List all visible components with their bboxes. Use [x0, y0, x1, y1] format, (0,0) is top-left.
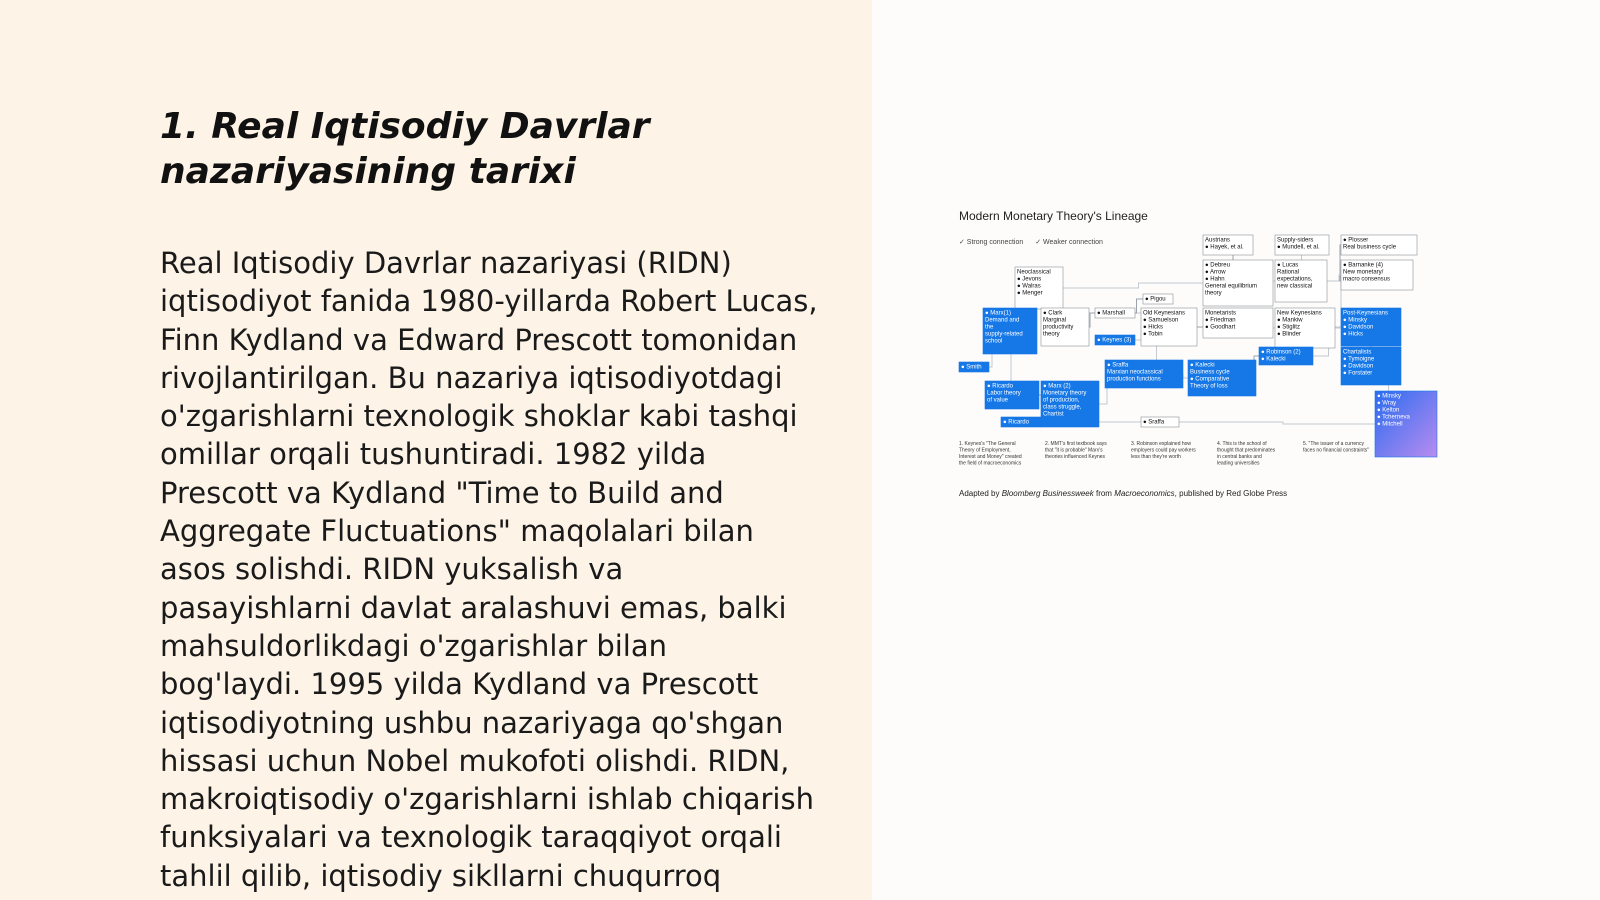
lineage-node	[1141, 417, 1179, 427]
node-label: ● Pigou	[1145, 296, 1166, 303]
lineage-node	[1203, 260, 1273, 306]
node-label: ● Kelton	[1377, 407, 1400, 414]
node-label: ● Arrow	[1205, 269, 1226, 276]
node-label: Old Keynesians	[1143, 310, 1186, 317]
node-label: Demand and	[985, 317, 1020, 324]
node-label: New Keynesians	[1277, 310, 1322, 317]
node-label: Marginal	[1043, 317, 1067, 324]
node-label: Chartalists	[1343, 349, 1372, 356]
footnote-text: in central banks and	[1217, 454, 1262, 460]
node-label: of value	[987, 397, 1009, 404]
node-label: ● Barnanke (4)	[1343, 262, 1383, 269]
footnote-text: the field of macroeconomics	[959, 460, 1022, 467]
node-label: Chartist	[1043, 411, 1064, 418]
node-label: Real business cycle	[1343, 244, 1397, 251]
lineage-diagram	[955, 205, 1455, 505]
node-label: ● Debreu	[1205, 262, 1230, 269]
lineage-node	[1015, 267, 1063, 309]
lineage-node	[1105, 360, 1183, 388]
credit-source: Bloomberg Businessweek	[1001, 489, 1094, 498]
node-label: ● Hahn	[1205, 276, 1225, 283]
node-label: ● Marshall	[1097, 310, 1125, 317]
slide-title: 1. Real Iqtisodiy Davrlar nazariyasining tarixi	[160, 106, 650, 192]
node-label: ● Menger	[1017, 290, 1043, 297]
lineage-node	[985, 381, 1039, 409]
node-label: Monetary theory	[1043, 390, 1087, 397]
node-label: ● Minsky	[1343, 317, 1367, 324]
lineage-node	[1041, 308, 1089, 346]
footnote-text: Theory of Employment,	[959, 447, 1011, 454]
node-label: Supply-siders	[1277, 237, 1314, 244]
node-label: Labor theory	[987, 390, 1021, 397]
node-label: ● Friedman	[1205, 317, 1236, 324]
node-label: ● Lucas	[1277, 262, 1299, 269]
lineage-node	[1141, 308, 1197, 346]
lineage-node	[1341, 260, 1413, 290]
node-label: ● Hicks	[1143, 324, 1163, 331]
node-label: ● Ricardo	[987, 383, 1013, 390]
node-label: class struggle,	[1043, 404, 1082, 411]
footnote-text: 4. This is the school of	[1217, 441, 1267, 447]
lineage-node	[959, 362, 989, 372]
node-label: ● Comparative	[1190, 376, 1230, 383]
figure-legend	[959, 238, 1103, 246]
node-label: Marxian neoclassical	[1107, 369, 1163, 376]
node-label: ● Wray	[1377, 400, 1397, 407]
node-label: ● Davidson	[1343, 324, 1374, 331]
footnote-text: thought that predominates	[1217, 447, 1276, 454]
node-label: ● Sraffa	[1107, 362, 1129, 369]
lineage-node	[1001, 417, 1041, 427]
legend-weak: ✓ Weaker connection	[1035, 239, 1103, 246]
credit-suffix: , published by Red Globe Press	[1174, 489, 1288, 498]
node-label: ● Clark	[1043, 310, 1063, 317]
node-label: ● Sraffa	[1143, 419, 1165, 426]
credit-book: Macroeconomics	[1114, 489, 1175, 498]
node-label: school	[985, 338, 1003, 345]
node-label: ● Blinder	[1277, 331, 1301, 338]
lineage-node	[1275, 308, 1335, 348]
node-label: ● Mitchell	[1377, 421, 1403, 428]
figure-title: Modern Monetary Theory's Lineage	[959, 209, 1148, 223]
node-label: ● Mankiw	[1277, 317, 1303, 324]
node-label: ● Samuelson	[1143, 317, 1179, 324]
node-label: ● Plosser	[1343, 237, 1369, 244]
footnote-text: faces no financial constraints"	[1303, 447, 1369, 454]
lineage-figure	[955, 205, 1455, 505]
footnote-text: employers could pay workers	[1131, 447, 1196, 454]
footnote-text: less than they're worth	[1131, 454, 1181, 460]
node-label: ● Tymoigne	[1343, 356, 1375, 363]
node-label: production functions	[1107, 376, 1161, 383]
node-label: ● Smith	[961, 364, 982, 371]
node-label: ● Kalecki	[1190, 362, 1215, 369]
node-label: ● Jevons	[1017, 276, 1042, 283]
footnote-text: Interest and Money" created	[959, 454, 1022, 460]
node-label: Neoclassical	[1017, 269, 1051, 276]
figure-credit	[959, 489, 1287, 498]
node-label: Austrians	[1205, 237, 1231, 244]
node-label: ● Goodhart	[1205, 324, 1236, 331]
lineage-node	[1375, 391, 1437, 457]
node-label: ● Hicks	[1343, 331, 1363, 338]
node-label: ● Keynes (3)	[1097, 337, 1132, 344]
footnote-text: that "it is probable" Marx's	[1045, 447, 1103, 454]
lineage-node	[1188, 360, 1256, 396]
lineage-node	[1041, 381, 1099, 427]
lineage-node	[1095, 335, 1135, 345]
node-label: Post-Keynesians	[1343, 310, 1389, 317]
lineage-node	[1143, 294, 1173, 304]
node-label: ● Tobin	[1143, 331, 1163, 338]
node-label: expectations,	[1277, 276, 1313, 283]
node-label: ● Robinson (2)	[1261, 349, 1301, 356]
node-label: supply-related	[985, 331, 1023, 338]
footnote-text: theories influenced Keynes	[1045, 454, 1106, 460]
node-label: ● Stiglitz	[1277, 324, 1300, 331]
node-label: theory	[1043, 331, 1060, 338]
node-label: theory	[1205, 290, 1222, 297]
node-label: ● Forstater	[1343, 370, 1373, 377]
node-label: productivity	[1043, 324, 1074, 331]
lineage-node	[1341, 347, 1401, 385]
node-label: Monetarists	[1205, 310, 1237, 317]
node-label: ● Ricardo	[1003, 419, 1029, 426]
node-label: ● Marx(1)	[985, 310, 1011, 317]
lineage-node	[1341, 308, 1401, 346]
footnote-text: 1. Keynes's "The General	[959, 441, 1016, 447]
node-label: macro consensus	[1343, 276, 1391, 283]
credit-mid: from	[1093, 489, 1115, 498]
footnote-text: 2. MMT's first textbook says	[1045, 441, 1107, 447]
node-label: General equilibrium	[1205, 283, 1258, 290]
footnote-text: leading universities	[1217, 460, 1260, 467]
node-label: ● Marx (2)	[1043, 383, 1071, 390]
node-label: New monetary/	[1343, 269, 1384, 276]
node-label: ● Minsky	[1377, 393, 1401, 400]
node-label: Rational	[1277, 269, 1300, 276]
connection-line	[1160, 422, 1406, 424]
node-label: ● Walras	[1017, 283, 1041, 290]
node-label: of production,	[1043, 397, 1080, 404]
node-label: Business cycle	[1190, 369, 1230, 376]
footnote-text: 5. "The issuer of a currency	[1303, 441, 1364, 447]
node-label: ● Davidson	[1343, 363, 1374, 370]
slide-body-text: Real Iqtisodiy Davrlar nazariyasi (RIDN) iqtisodiyot fanida 1980-yillarda Robert Lucas, Finn Kydland va Edward Prescott tomonidan rivojlantirilgan. Bu nazariya iqtisodiyotdagi o'zgarishlarni texnologik shoklar kabi tashqi omillar orqali tushuntiradi. 1982 yilda Prescott va Kydland "Time to Build and Aggregate Fluctuations" maqolalari bilan asos solishdi. RIDN yuksalish va pasayishlarni davlat aralashuvi emas, balki mahsuldorlikdagi o'zgarishlar bilan bog'laydi. 1995 yilda Kydland va Prescott iqtisodiyotning ushbu nazariyaga qo'shgan hissasi uchun Nobel mukofoti olishdi. RIDN, makroiqtisodiy o'zgarishlarni ishlab chiqarish funksiyalari va texnologik taraqqiyot orqali tahlil qilib, iqtisodiy sikllarni chuqurroq	[160, 246, 818, 893]
node-label: ● Mundell, et al.	[1277, 244, 1320, 251]
lineage-node	[1259, 347, 1313, 365]
node-label: ● Hayek, et al.	[1205, 244, 1244, 251]
lineage-node	[1203, 308, 1273, 338]
credit-prefix: Adapted by	[959, 489, 1002, 498]
lineage-node	[1341, 235, 1417, 255]
node-label: Theory of loss	[1190, 383, 1228, 390]
node-label: ● Tcherneva	[1377, 414, 1410, 421]
footnote-text: 3. Robinson explained how	[1131, 441, 1192, 447]
legend-strong: ✓ Strong connection	[959, 239, 1024, 246]
node-label: the	[985, 324, 994, 331]
lineage-node	[1275, 235, 1329, 255]
node-label: ● Kalecki	[1261, 356, 1286, 363]
lineage-node	[1095, 308, 1135, 318]
node-label: new classical	[1277, 283, 1313, 290]
lineage-node	[983, 308, 1037, 354]
lineage-node	[1275, 260, 1327, 302]
lineage-node	[1203, 235, 1253, 255]
